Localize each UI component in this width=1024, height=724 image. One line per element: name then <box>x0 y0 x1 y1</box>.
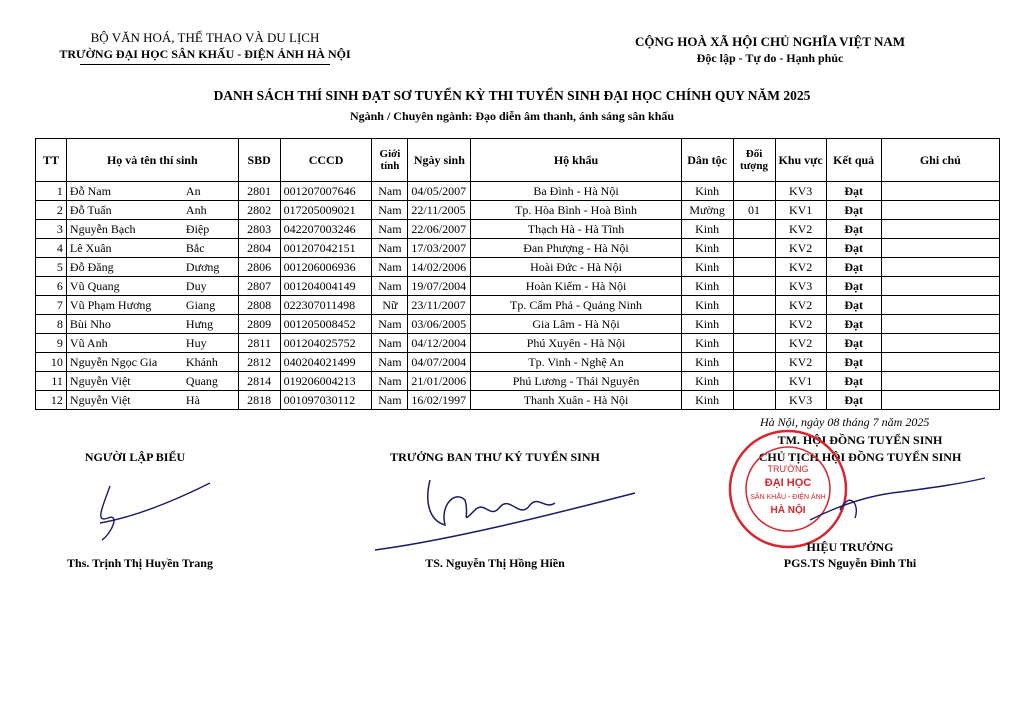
row-tt: 9 <box>36 334 67 353</box>
row-first-name: Đỗ Đăng <box>69 259 114 274</box>
row-ethnicity: Kinh <box>681 258 733 277</box>
row-sbd: 2806 <box>238 258 280 277</box>
row-tt: 5 <box>36 258 67 277</box>
row-last-name: Duy <box>185 278 207 293</box>
row-dob: 03/06/2005 <box>408 315 471 334</box>
row-name <box>66 201 238 220</box>
row-tt: 1 <box>36 182 67 201</box>
row-dob: 22/06/2007 <box>408 220 471 239</box>
table-row <box>36 277 1000 296</box>
row-ethnicity: Kinh <box>681 315 733 334</box>
row-last-name: Anh <box>185 202 207 217</box>
row-region: KV2 <box>775 258 826 277</box>
row-priority <box>733 391 775 410</box>
principal-signature <box>800 470 990 530</box>
header-divider <box>80 64 330 65</box>
col-gender-line1: Giới <box>379 148 401 160</box>
ministry-name: BỘ VĂN HOÁ, THỂ THAO VÀ DU LỊCH <box>90 30 320 45</box>
row-cccd: 001206006936 <box>280 258 372 277</box>
row-sbd: 2812 <box>238 353 280 372</box>
row-ethnicity: Kinh <box>681 391 733 410</box>
row-note <box>881 391 999 410</box>
row-name <box>66 296 238 315</box>
row-cccd: 001205008452 <box>280 315 372 334</box>
row-gender: Nam <box>372 239 408 258</box>
row-tt: 10 <box>36 353 67 372</box>
row-cccd: 001097030112 <box>280 391 372 410</box>
row-residence: Phú Xuyên - Hà Nội <box>471 334 681 353</box>
row-dob: 22/11/2005 <box>408 201 471 220</box>
row-result: Đạt <box>826 372 881 391</box>
row-residence: Đan Phượng - Hà Nội <box>471 239 681 258</box>
row-gender: Nam <box>372 315 408 334</box>
preparer-name: Ths. Trịnh Thị Huyền Trang <box>67 556 213 570</box>
table-row <box>36 315 1000 334</box>
row-name <box>66 391 238 410</box>
row-ethnicity: Kinh <box>681 353 733 372</box>
ministry-header <box>30 30 380 65</box>
row-first-name: Lê Xuân <box>69 240 112 255</box>
row-ethnicity: Kinh <box>681 334 733 353</box>
council-title: TM. HỘI ĐỒNG TUYỂN SINH <box>777 433 943 447</box>
secretary-title: TRƯỞNG BAN THƯ KÝ TUYỂN SINH <box>390 450 600 464</box>
row-priority <box>733 220 775 239</box>
row-gender: Nam <box>372 391 408 410</box>
secretary-signature <box>370 465 640 555</box>
row-cccd: 001204004149 <box>280 277 372 296</box>
row-first-name: Vũ Anh <box>69 335 108 350</box>
row-note <box>881 334 999 353</box>
row-region: KV3 <box>775 391 826 410</box>
row-gender: Nam <box>372 182 408 201</box>
row-residence: Tp. Vinh - Nghệ An <box>471 353 681 372</box>
row-region: KV1 <box>775 372 826 391</box>
row-residence: Thạch Hà - Hà Tĩnh <box>471 220 681 239</box>
row-last-name: Giang <box>185 297 216 312</box>
row-first-name: Bùi Nho <box>69 316 111 331</box>
row-first-name: Đỗ Tuấn <box>69 202 112 217</box>
row-sbd: 2803 <box>238 220 280 239</box>
candidates-table <box>35 138 1000 410</box>
table-row <box>36 201 1000 220</box>
row-residence: Tp. Hòa Bình - Hoà Bình <box>471 201 681 220</box>
row-result: Đạt <box>826 220 881 239</box>
row-result: Đạt <box>826 201 881 220</box>
table-row <box>36 353 1000 372</box>
row-note <box>881 296 999 315</box>
row-gender: Nam <box>372 258 408 277</box>
row-priority <box>733 258 775 277</box>
col-dob: Ngày sinh <box>408 139 471 182</box>
row-residence: Hoàn Kiếm - Hà Nội <box>471 277 681 296</box>
row-cccd: 001207042151 <box>280 239 372 258</box>
secretary-name: TS. Nguyễn Thị Hồng Hiền <box>425 556 565 570</box>
row-first-name: Nguyễn Việt <box>69 392 131 407</box>
col-residence: Hộ khẩu <box>471 139 681 182</box>
table-row <box>36 391 1000 410</box>
school-name: TRƯỜNG ĐẠI HỌC SÂN KHẤU - ĐIỆN ẢNH HÀ NỘI <box>59 47 351 61</box>
row-gender: Nam <box>372 220 408 239</box>
row-sbd: 2814 <box>238 372 280 391</box>
row-name <box>66 353 238 372</box>
row-priority <box>733 277 775 296</box>
row-last-name: An <box>185 183 201 198</box>
row-name <box>66 277 238 296</box>
row-gender: Nam <box>372 201 408 220</box>
row-region: KV2 <box>775 220 826 239</box>
row-priority <box>733 296 775 315</box>
row-result: Đạt <box>826 239 881 258</box>
row-cccd: 017205009021 <box>280 201 372 220</box>
row-name <box>66 258 238 277</box>
col-priority-line1: Đối <box>745 148 763 160</box>
row-residence: Tp. Cẩm Phả - Quảng Ninh <box>471 296 681 315</box>
row-result: Đạt <box>826 315 881 334</box>
row-name <box>66 315 238 334</box>
col-gender <box>372 139 408 182</box>
row-gender: Nam <box>372 353 408 372</box>
row-residence: Phú Lương - Thái Nguyên <box>471 372 681 391</box>
row-region: KV2 <box>775 296 826 315</box>
row-residence: Hoài Đức - Hà Nội <box>471 258 681 277</box>
table-row <box>36 258 1000 277</box>
seal-text-3: SÂN KHẤU - ĐIỆN ẢNH <box>750 494 826 501</box>
row-gender: Nam <box>372 277 408 296</box>
row-priority <box>733 334 775 353</box>
row-region: KV2 <box>775 334 826 353</box>
col-cccd: CCCD <box>280 139 372 182</box>
row-note <box>881 353 999 372</box>
row-last-name: Bắc <box>185 240 205 255</box>
principal-title: HIỆU TRƯỞNG <box>806 540 894 554</box>
document-subtitle: Ngành / Chuyên ngành: Đạo diễn âm thanh, ánh sáng sân khấu <box>349 109 675 123</box>
row-region: KV2 <box>775 239 826 258</box>
row-dob: 04/12/2004 <box>408 334 471 353</box>
row-ethnicity: Kinh <box>681 296 733 315</box>
row-sbd: 2802 <box>238 201 280 220</box>
row-tt: 11 <box>36 372 67 391</box>
row-gender: Nữ <box>372 296 408 315</box>
table-row <box>36 372 1000 391</box>
row-cccd: 022307011498 <box>280 296 372 315</box>
row-priority <box>733 353 775 372</box>
row-sbd: 2801 <box>238 182 280 201</box>
row-name <box>66 220 238 239</box>
row-dob: 16/02/1997 <box>408 391 471 410</box>
row-result: Đạt <box>826 353 881 372</box>
table-row <box>36 220 1000 239</box>
row-sbd: 2808 <box>238 296 280 315</box>
table-header-row <box>36 139 1000 182</box>
row-priority <box>733 239 775 258</box>
table-row <box>36 239 1000 258</box>
row-region: KV1 <box>775 201 826 220</box>
row-tt: 4 <box>36 239 67 258</box>
country-name: CỘNG HOÀ XÃ HỘI CHỦ NGHĨA VIỆT NAM <box>634 34 906 49</box>
row-sbd: 2818 <box>238 391 280 410</box>
row-ethnicity: Kinh <box>681 220 733 239</box>
row-priority <box>733 182 775 201</box>
row-sbd: 2807 <box>238 277 280 296</box>
row-note <box>881 315 999 334</box>
national-motto: Độc lập - Tự do - Hạnh phúc <box>696 51 844 65</box>
row-first-name: Đỗ Nam <box>69 183 111 198</box>
row-region: KV2 <box>775 353 826 372</box>
row-tt: 2 <box>36 201 67 220</box>
row-gender: Nam <box>372 334 408 353</box>
row-sbd: 2809 <box>238 315 280 334</box>
col-result: Kết quả <box>826 139 881 182</box>
row-tt: 8 <box>36 315 67 334</box>
preparer-title: NGƯỜI LẬP BIỂU <box>84 450 186 464</box>
row-cccd: 040204021499 <box>280 353 372 372</box>
seal-text-4: HÀ NỘI <box>770 505 806 516</box>
row-dob: 21/01/2006 <box>408 372 471 391</box>
row-region: KV3 <box>775 277 826 296</box>
row-result: Đạt <box>826 334 881 353</box>
col-note: Ghi chú <box>881 139 999 182</box>
col-gender-line2: tính <box>380 160 400 172</box>
document-title: DANH SÁCH THÍ SINH ĐẠT SƠ TUYỂN KỲ THI TUYỂN SINH ĐẠI HỌC CHÍNH QUY NĂM 2025 <box>213 88 811 103</box>
row-result: Đạt <box>826 182 881 201</box>
row-ethnicity: Kinh <box>681 277 733 296</box>
row-first-name: Nguyễn Việt <box>69 373 131 388</box>
row-note <box>881 277 999 296</box>
row-cccd: 042207003246 <box>280 220 372 239</box>
row-dob: 17/03/2007 <box>408 239 471 258</box>
row-last-name: Khánh <box>185 354 218 369</box>
row-ethnicity: Mường <box>681 201 733 220</box>
preparer-signature <box>80 478 220 548</box>
row-last-name: Huy <box>185 335 207 350</box>
row-tt: 12 <box>36 391 67 410</box>
row-tt: 6 <box>36 277 67 296</box>
row-priority <box>733 372 775 391</box>
row-name <box>66 239 238 258</box>
table-row <box>36 334 1000 353</box>
row-last-name: Hưng <box>185 316 214 331</box>
col-sbd: SBD <box>238 139 280 182</box>
row-result: Đạt <box>826 296 881 315</box>
row-name <box>66 372 238 391</box>
row-last-name: Quang <box>185 373 218 388</box>
col-tt: TT <box>36 139 67 182</box>
row-note <box>881 258 999 277</box>
row-first-name: Nguyễn Ngọc Gia <box>69 354 158 369</box>
row-first-name: Nguyễn Bạch <box>69 221 136 236</box>
row-residence: Ba Đình - Hà Nội <box>471 182 681 201</box>
col-region: Khu vực <box>775 139 826 182</box>
row-dob: 04/05/2007 <box>408 182 471 201</box>
col-name: Họ và tên thí sinh <box>66 139 238 182</box>
table-row <box>36 296 1000 315</box>
row-dob: 14/02/2006 <box>408 258 471 277</box>
row-first-name: Vũ Quang <box>69 278 120 293</box>
row-ethnicity: Kinh <box>681 239 733 258</box>
row-priority <box>733 315 775 334</box>
row-note <box>881 239 999 258</box>
row-note <box>881 182 999 201</box>
row-note <box>881 372 999 391</box>
row-result: Đạt <box>826 258 881 277</box>
row-ethnicity: Kinh <box>681 372 733 391</box>
row-note <box>881 201 999 220</box>
row-first-name: Vũ Phạm Hương <box>69 297 152 312</box>
council-chair-title: CHỦ TỊCH HỘI ĐỒNG TUYỂN SINH <box>758 450 962 464</box>
col-ethnicity: Dân tộc <box>681 139 733 182</box>
row-name <box>66 334 238 353</box>
principal-name: PGS.TS Nguyễn Đình Thi <box>783 556 917 570</box>
row-result: Đạt <box>826 277 881 296</box>
row-name <box>66 182 238 201</box>
row-cccd: 001204025752 <box>280 334 372 353</box>
row-cccd: 019206004213 <box>280 372 372 391</box>
row-sbd: 2804 <box>238 239 280 258</box>
row-dob: 23/11/2007 <box>408 296 471 315</box>
date-line: Hà Nội, ngày 08 tháng 7 năm 2025 <box>760 415 930 429</box>
national-header <box>600 34 940 66</box>
row-region: KV3 <box>775 182 826 201</box>
row-tt: 7 <box>36 296 67 315</box>
row-sbd: 2811 <box>238 334 280 353</box>
row-priority: 01 <box>733 201 775 220</box>
row-tt: 3 <box>36 220 67 239</box>
row-dob: 04/07/2004 <box>408 353 471 372</box>
row-result: Đạt <box>826 391 881 410</box>
row-residence: Thanh Xuân - Hà Nội <box>471 391 681 410</box>
row-cccd: 001207007646 <box>280 182 372 201</box>
row-last-name: Hà <box>185 392 200 407</box>
seal-text-1: TRƯỜNG <box>767 464 809 474</box>
row-last-name: Điệp <box>185 221 210 236</box>
col-priority-line2: tượng <box>740 160 769 172</box>
row-residence: Gia Lâm - Hà Nội <box>471 315 681 334</box>
row-ethnicity: Kinh <box>681 182 733 201</box>
row-dob: 19/07/2004 <box>408 277 471 296</box>
seal-text-2: ĐẠI HỌC <box>764 477 812 489</box>
table-row <box>36 182 1000 201</box>
row-gender: Nam <box>372 372 408 391</box>
row-region: KV2 <box>775 315 826 334</box>
row-last-name: Dương <box>185 259 220 274</box>
col-priority <box>733 139 775 182</box>
row-note <box>881 220 999 239</box>
